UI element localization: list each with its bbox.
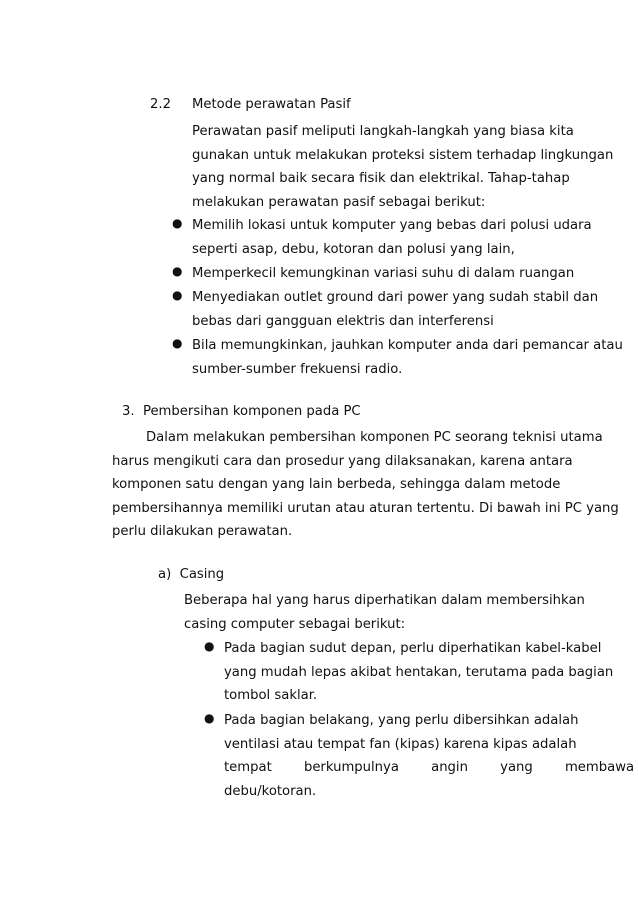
subsection-heading: a) Casing (158, 567, 225, 582)
bullet-line: Bila memungkinkan, jauhkan komputer anda dari pemancar atau (192, 338, 623, 353)
bullet-line: sumber-sumber frekuensi radio. (192, 361, 403, 377)
section-heading: 3. Pembersihan komponen pada PC (122, 404, 361, 419)
paragraph-line: Beberapa hal yang harus diperhatikan dalam membersihkan (184, 593, 585, 608)
bullet-line: bebas dari gangguan elektris dan interferensi (192, 313, 494, 329)
section-number: 2.2 (150, 97, 171, 112)
bullet-line: seperti asap, debu, kotoran dan polusi yang lain, (192, 241, 515, 257)
bullet-item (192, 214, 592, 261)
bullet-icon: ● (172, 216, 183, 230)
bullet-item (224, 709, 635, 803)
bullet-line: Memperkecil kemungkinan variasi suhu di dalam ruangan (192, 266, 575, 281)
paragraph-line: yang normal baik secara fisik dan elektrikal. Tahap-tahap (192, 171, 570, 187)
bullet-line: tempat berkumpulnya angin yang membawa (224, 760, 635, 776)
paragraph-line: komponen satu dengan yang lain berbeda, sehingga dalam metode (112, 477, 561, 493)
paragraph-line: melakukan perawatan pasif sebagai berikut: (192, 194, 486, 210)
bullet-icon: ● (172, 264, 183, 278)
bullet-item (192, 286, 599, 333)
paragraph-line: casing computer sebagai berikut: (184, 616, 406, 632)
bullet-line: Pada bagian sudut depan, perlu diperhatikan kabel-kabel (224, 641, 602, 656)
paragraph-line: Perawatan pasif meliputi langkah-langkah yang biasa kita (192, 124, 574, 139)
bullet-item (224, 637, 614, 708)
bullet-icon: ● (172, 336, 183, 350)
bullet-icon: ● (204, 639, 215, 653)
paragraph-line: Dalam melakukan pembersihan komponen PC seorang teknisi utama (146, 430, 603, 445)
bullet-icon: ● (172, 288, 183, 302)
bullet-line: Menyediakan outlet ground dari power yang sudah stabil dan (192, 290, 599, 305)
paragraph-line: gunakan untuk melakukan proteksi sistem terhadap lingkungan (192, 147, 614, 163)
bullet-icon: ● (204, 711, 215, 725)
subsection-paragraph (184, 589, 585, 636)
paragraph-line: pembersihannya memiliki urutan atau aturan tertentu. Di bawah ini PC yang (112, 500, 619, 516)
bullet-item (192, 262, 575, 286)
bullet-line: Pada bagian belakang, yang perlu dibersihkan adalah (224, 713, 579, 728)
section-title: Metode perawatan Pasif (192, 97, 351, 112)
bullet-line: Memilih lokasi untuk komputer yang bebas dari polusi udara (192, 218, 592, 233)
paragraph-line: perlu dilakukan perawatan. (112, 524, 293, 540)
bullet-line: debu/kotoran. (224, 783, 317, 799)
bullet-item (192, 334, 623, 381)
bullet-line: tombol saklar. (224, 688, 318, 704)
paragraph-line: harus mengikuti cara dan prosedur yang dilaksanakan, karena antara (112, 453, 573, 469)
section-paragraph (112, 426, 619, 544)
bullet-line: yang mudah lepas akibat hentakan, terutama pada bagian (224, 664, 614, 680)
bullet-line: ventilasi atau tempat fan (kipas) karena kipas adalah (224, 736, 577, 752)
section-paragraph (192, 120, 614, 214)
